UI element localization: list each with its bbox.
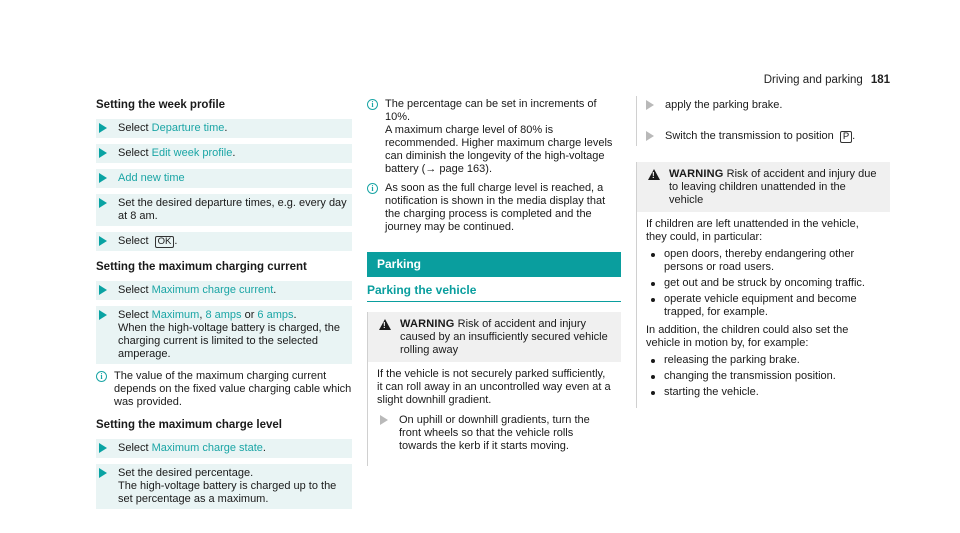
warning-title: Risk of accident and injury due to leaving children unattended in the vehicle: [669, 168, 877, 206]
warning-intro-2: In addition, the children could also set the vehicle in motion by, for example:: [646, 324, 849, 349]
warning-header: [637, 162, 890, 212]
departure-time-link[interactable]: Departure time: [151, 122, 225, 134]
warning-intro: If children are left unattended in the vehicle, they could, in particular:: [646, 218, 859, 243]
step-arrow-icon: [380, 415, 388, 425]
step-arrow-icon: [646, 100, 654, 110]
step-arrow-icon: [99, 310, 107, 320]
step-set-departure-times: [96, 194, 352, 226]
warning-triangle-icon: [379, 319, 391, 330]
maximum-link[interactable]: Maximum: [151, 309, 200, 321]
heading-week-profile: Setting the week profile: [96, 99, 226, 111]
step-text: Select: [118, 309, 152, 321]
list-item: releasing the parking brake.: [646, 354, 882, 367]
step-text: .: [273, 284, 277, 296]
section-parking: Parking: [367, 252, 621, 277]
step-select-edit-week-profile: [96, 144, 352, 163]
warning-body: [368, 368, 621, 456]
step-text: Select: [118, 442, 152, 454]
step-select-departure-time: [96, 119, 352, 138]
warning-body: [637, 218, 890, 399]
list-item: operate vehicle equipment and become trapped, for example.: [646, 293, 882, 319]
warning-box-children: [636, 162, 890, 408]
info-icon: i: [96, 371, 107, 382]
warning-triangle-icon: [648, 169, 660, 180]
list-item: get out and be struck by oncoming traffic.: [646, 277, 882, 290]
warning-label: WARNING: [400, 318, 455, 330]
list-item: changing the transmission position.: [646, 370, 882, 383]
step-select-max-charge-current: [96, 281, 352, 300]
heading-max-charge-level: Setting the maximum charge level: [96, 419, 282, 431]
step-text: Select: [118, 284, 152, 296]
step-text: On uphill or downhill gradients, turn the front wheels so that the vehicle rolls towards the kerb if it starts moving.: [399, 414, 590, 452]
warning-title: Risk of accident and injury caused by an insufficiently secured vehicle rolling away: [400, 318, 608, 356]
warning-text: If the vehicle is not securely parked sufficiently, it can roll away in an uncontrolled way even at a slight downhill gradient.: [377, 368, 611, 406]
step-text: Select: [118, 122, 152, 134]
bullet-list-risks: [646, 248, 882, 319]
info-icon: i: [367, 99, 378, 110]
step-text: Select: [118, 147, 152, 159]
step-apply-parking-brake: [643, 96, 890, 115]
step-turn-wheels: [377, 411, 613, 456]
step-text: .: [293, 309, 297, 321]
info-icon: i: [367, 183, 378, 194]
step-text: or: [241, 309, 258, 321]
edit-week-profile-link[interactable]: Edit week profile: [151, 147, 233, 159]
max-charge-current-link[interactable]: Maximum charge current: [151, 284, 274, 296]
list-item: starting the vehicle.: [646, 386, 882, 399]
page-number: 181: [870, 74, 890, 86]
bullet-list-motion: [646, 354, 882, 399]
step-text: ,: [199, 309, 206, 321]
6-amps-link[interactable]: 6 amps: [257, 309, 294, 321]
step-select-max-charge-state: [96, 439, 352, 458]
step-result-text: The high-voltage battery is charged up to the set percentage as a maximum.: [118, 480, 337, 505]
step-text: Switch the transmission to position: [665, 130, 837, 142]
step-result-text: When the high-voltage battery is charged, the charging current is limited to the selected amperage.: [118, 322, 340, 360]
step-text: .: [224, 122, 228, 134]
step-switch-transmission: [643, 127, 890, 146]
step-text: apply the parking brake.: [665, 99, 783, 111]
subsection-parking-vehicle: Parking the vehicle: [367, 284, 621, 302]
step-arrow-icon: [99, 148, 107, 158]
add-new-time-link[interactable]: Add new time: [118, 172, 185, 184]
step-text: Set the desired departure times, e.g. every day at 8 am.: [118, 197, 347, 222]
list-item: open doors, thereby endangering other persons or road users.: [646, 248, 882, 274]
note-percentage-increments: [367, 98, 621, 176]
8-amps-link[interactable]: 8 amps: [205, 309, 242, 321]
step-set-percentage: [96, 464, 352, 509]
step-arrow-icon: [99, 468, 107, 478]
step-arrow-icon: [646, 131, 654, 141]
parking-steps: [636, 96, 890, 146]
step-text: .: [232, 147, 236, 159]
step-add-new-time: [96, 169, 352, 188]
column-middle: [367, 98, 621, 466]
warning-box-parking: [367, 312, 621, 466]
note-text: The value of the maximum charging current depends on the fixed value charging cable which was provided.: [114, 370, 352, 408]
step-text: .: [174, 235, 178, 247]
step-select-ok: [96, 232, 352, 251]
step-arrow-icon: [99, 236, 107, 246]
step-arrow-icon: [99, 198, 107, 208]
step-select-amperage: [96, 306, 352, 364]
header-title: Driving and parking: [763, 74, 863, 86]
step-arrow-icon: [99, 173, 107, 183]
warning-label: WARNING: [669, 168, 724, 180]
note-full-charge: [367, 182, 621, 234]
page-header: [764, 74, 890, 87]
step-arrow-icon: [99, 443, 107, 453]
warning-header: [368, 312, 621, 362]
column-left: [96, 98, 352, 515]
max-charge-state-link[interactable]: Maximum charge state: [151, 442, 263, 454]
column-right: [636, 96, 890, 408]
park-position-key-icon: P: [840, 131, 852, 143]
note-charging-cable: [96, 370, 352, 409]
step-text: .: [262, 442, 266, 454]
ok-key-icon[interactable]: OK: [155, 236, 175, 248]
step-text: Set the desired percentage.: [118, 467, 254, 479]
step-text: Select: [118, 235, 152, 247]
heading-max-charging-current: Setting the maximum charging current: [96, 261, 307, 273]
note-text: As soon as the full charge level is reached, a notification is shown in the media display that the charging process is completed and the journey may be continued.: [385, 182, 606, 233]
step-arrow-icon: [99, 123, 107, 133]
step-text: .: [852, 130, 856, 142]
note-text: The percentage can be set in increments of 10%. A maximum charge level of 80% is recommended. Higher maximum charge levels can diminish the longevity of the high-voltage battery (→ page 163).: [385, 98, 613, 175]
step-arrow-icon: [99, 285, 107, 295]
